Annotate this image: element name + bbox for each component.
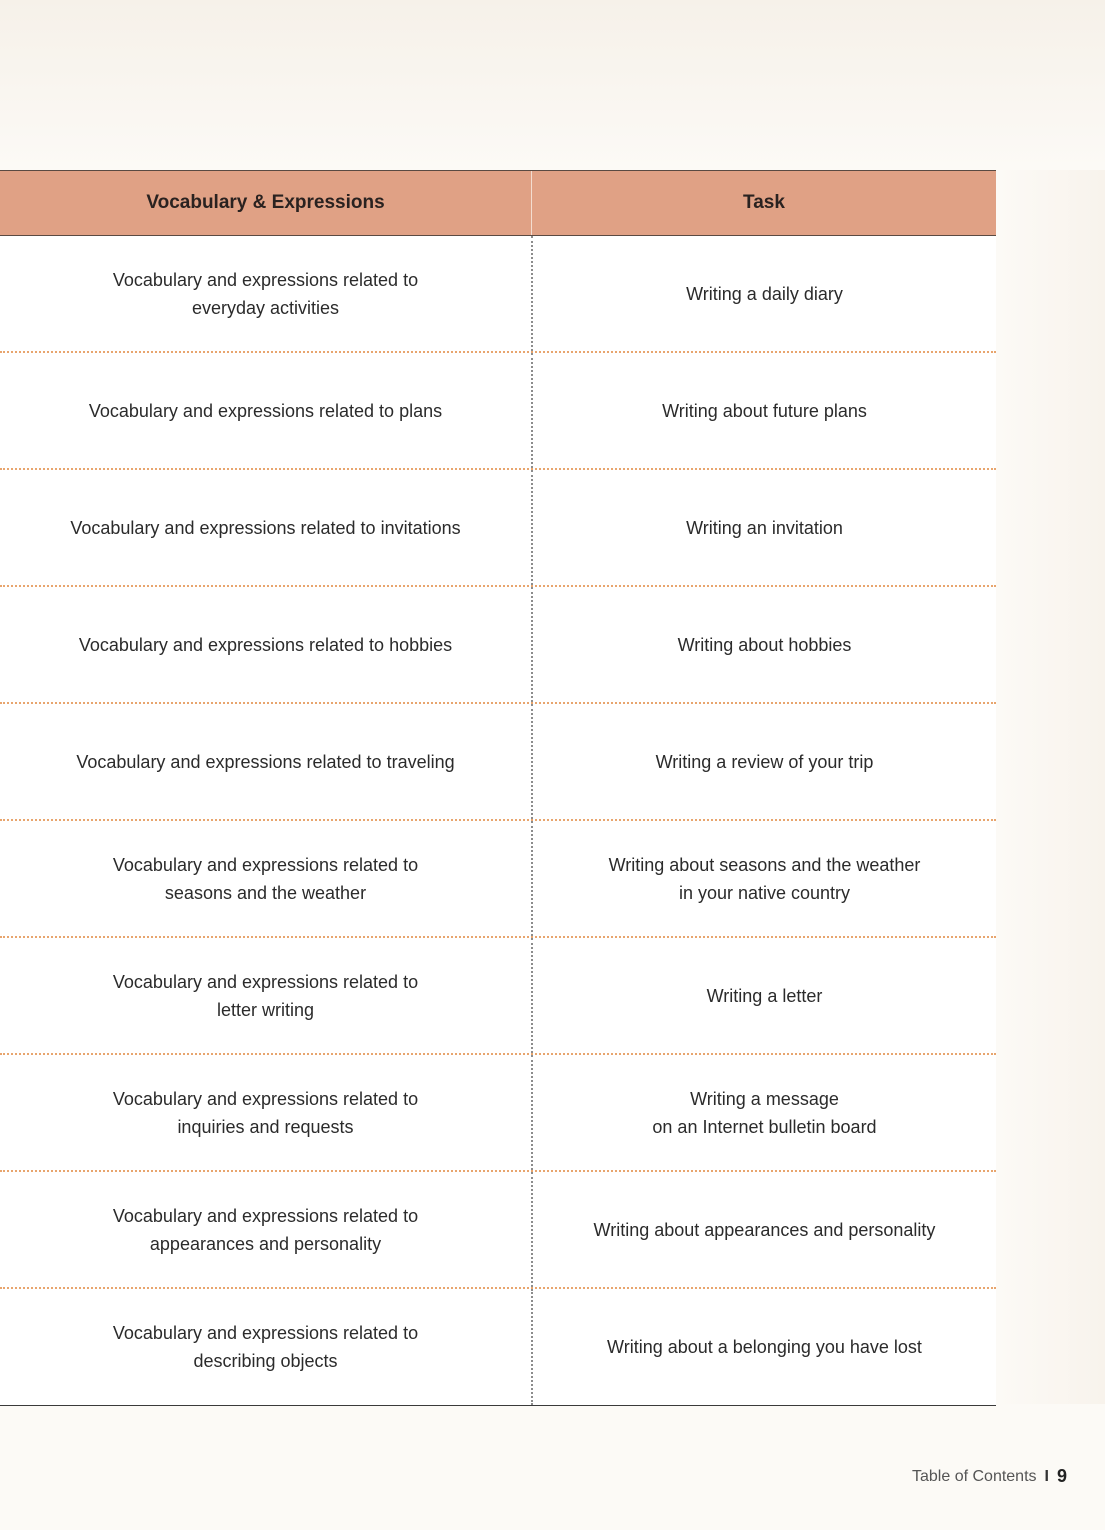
table-row [0,938,996,1055]
vocab-cell [0,353,531,468]
footer-section-label: Table of Contents [912,1467,1037,1485]
vocab-cell [0,938,531,1053]
vocab-cell [0,587,531,702]
task-text: Writing about seasons and the weather in your native country [608,854,921,903]
vocab-text: Vocabulary and expressions related to letter writing [112,971,419,1020]
header-vocab-cell [0,171,531,235]
table-header [0,170,996,236]
task-text: Writing a letter [706,985,823,1006]
vocab-cell [0,1172,531,1287]
vocab-text: Vocabulary and expressions related to appearances and personality [112,1205,419,1254]
page-background-right [996,170,1105,1404]
task-cell [531,1055,996,1170]
task-text: Writing a review of your trip [655,751,874,772]
vocab-cell [0,1055,531,1170]
table-row [0,587,996,704]
vocab-cell [0,704,531,819]
task-text: Writing a message on an Internet bulletin board [652,1088,877,1137]
vocab-text: Vocabulary and expressions related to everyday activities [112,269,419,318]
vocab-text: Vocabulary and expressions related to plans [88,400,443,421]
vocab-text: Vocabulary and expressions related to hobbies [78,634,453,655]
page-footer [912,1466,1067,1487]
task-text: Writing about hobbies [677,634,852,655]
vocab-text: Vocabulary and expressions related to inquiries and requests [112,1088,419,1137]
header-vocab-label: Vocabulary & Expressions [146,192,385,213]
header-task-label: Task [743,192,785,213]
task-cell [531,587,996,702]
vocab-text: Vocabulary and expressions related to seasons and the weather [112,854,419,903]
vocab-cell [0,1289,531,1405]
task-cell [531,236,996,351]
table-row [0,1172,996,1289]
task-cell [531,353,996,468]
task-text: Writing about appearances and personality [593,1219,936,1240]
vocab-text: Vocabulary and expressions related to describing objects [112,1323,419,1371]
footer-separator: I [1044,1467,1049,1485]
table-row [0,236,996,353]
table-row [0,704,996,821]
task-cell [531,938,996,1053]
task-text: Writing about a belonging you have lost [607,1337,922,1357]
page-number: 9 [1056,1466,1067,1486]
vocab-text: Vocabulary and expressions related to invitations [70,517,461,538]
task-text: Writing about future plans [662,400,867,421]
table-row [0,1289,996,1406]
task-cell [531,1172,996,1287]
task-text: Writing a daily diary [686,283,843,304]
vocab-text: Vocabulary and expressions related to traveling [76,751,455,772]
vocab-cell [0,236,531,351]
vocab-cell [0,470,531,585]
table-row [0,470,996,587]
table-row [0,353,996,470]
task-cell [531,1289,996,1405]
toc-table [0,170,996,1406]
header-task-cell [531,171,996,235]
task-cell [531,470,996,585]
table-row [0,1055,996,1172]
page-background-top [0,0,1105,170]
task-cell [531,704,996,819]
task-text: Writing an invitation [686,517,843,538]
table-row [0,821,996,938]
task-cell [531,821,996,936]
vocab-cell [0,821,531,936]
